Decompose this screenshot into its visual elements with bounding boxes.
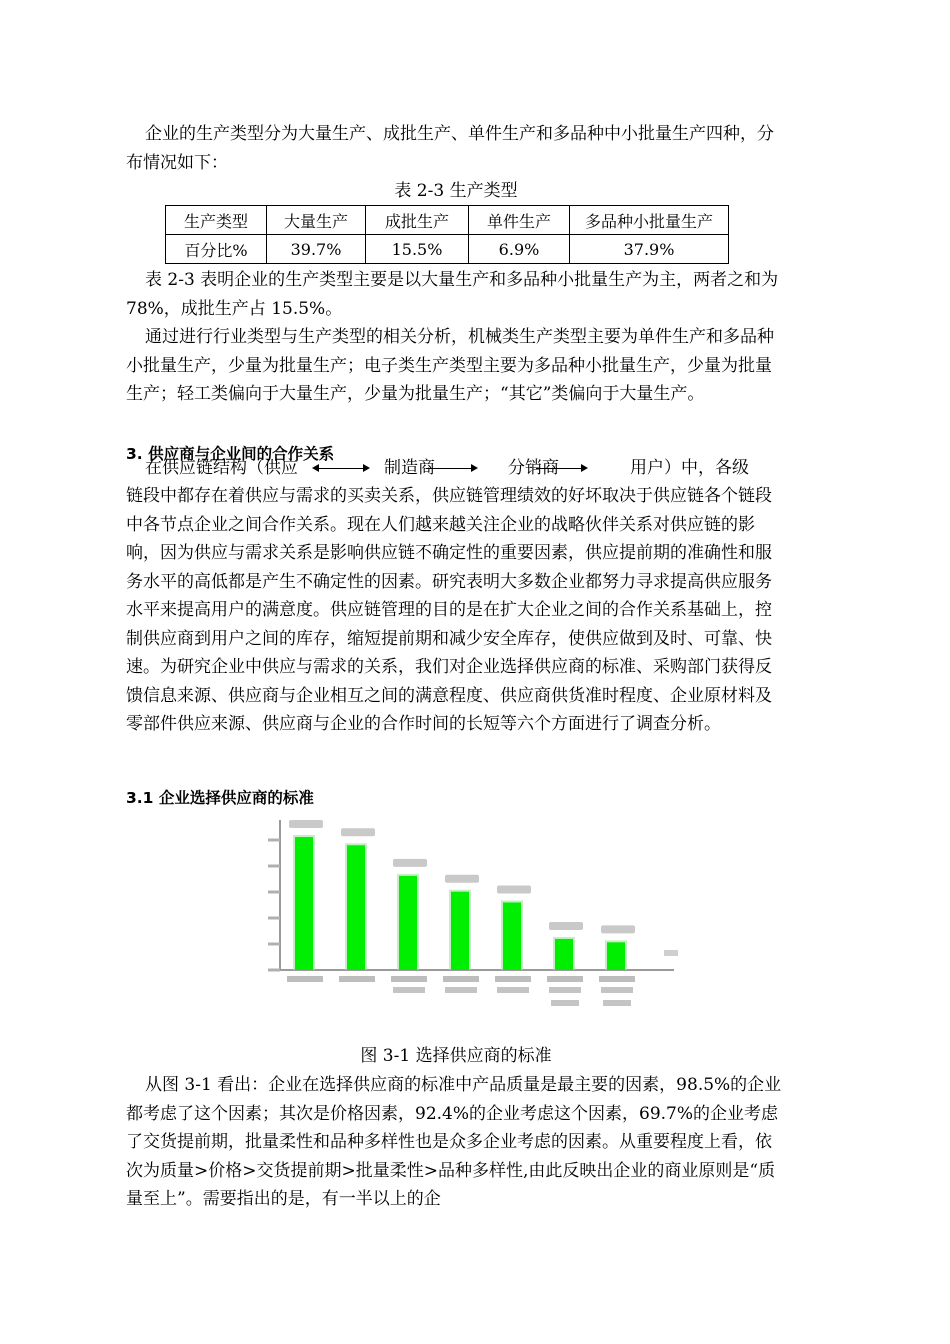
supply-chain-line — [0, 454, 950, 484]
table-header-cell: 单件生产 — [469, 206, 570, 235]
table-cell: 15.5% — [366, 235, 469, 264]
table-header-cell: 多品种小批量生产 — [570, 206, 729, 235]
bar — [555, 939, 573, 970]
supply-chain-manufacturer: 制造商 — [384, 458, 435, 478]
bar — [503, 903, 521, 971]
category-label — [551, 1000, 579, 1006]
table-header-row — [166, 206, 729, 235]
table-cell: 百分比% — [166, 235, 267, 264]
axis-unit-label — [664, 950, 678, 956]
category-label — [547, 976, 583, 982]
supply-chain-user: 用户）中，各级 — [630, 458, 749, 478]
industry-paragraph: 通过进行行业类型与生产类型的相关分析，机械类生产类型主要为单件生产和多品种小批量生产，少量为批量生产；电子类生产类型主要为多品种小批量生产，少量为批量生产；轻工类偏向于大量生产，少量为批量生产；“其它”类偏向于大量生产。 — [126, 327, 774, 404]
bar-value-label — [393, 859, 427, 867]
table-header-cell: 成批生产 — [366, 206, 469, 235]
cooperation-paragraph: 链段中都存在着供应与需求的买卖关系，供应链管理绩效的好坏取决于供应链各个链段中各节点企业之间合作关系。现在人们越来越关注企业的战略伙伴关系对供应链的影响，因为供应与需求关系是影响供应链不确定性的重要因素，供应提前期的准确性和服务水平的高低都是产生不确定性的因素。研究表明大多数企业都努力寻求提高供应服务水平来提高用户的满意度。供应链管理的目的是在扩大企业之间的合作关系基础上，控制供应商到用户之间的库存，缩短提前期和减少安全库存，使供应做到及时、可靠、快速。为研究企业中供应与需求的关系，我们对企业选择供应商的标准、采购部门获得反馈信息来源、供应商与企业相互之间的满意程度、供应商供货准时程度、企业原材料及零部件供应来源、供应商与企业的合作时间的长短等六个方面进行了调查分析。 — [126, 486, 772, 734]
bar-value-label — [289, 820, 323, 828]
category-label — [393, 987, 425, 993]
table-header-cell: 大量生产 — [267, 206, 366, 235]
supply-chain-distributor: 分销商 — [508, 458, 559, 478]
table-caption: 表 2-3 生产类型 — [394, 181, 518, 201]
bar-value-label — [601, 925, 635, 933]
bar-value-label — [341, 828, 375, 836]
bar — [607, 942, 625, 970]
category-label — [443, 976, 479, 982]
production-type-table — [165, 205, 729, 264]
bar — [295, 837, 313, 970]
conclusion-paragraph: 从图 3-1 看出：企业在选择供应商的标准中产品质量是最主要的因素，98.5%的企业都考虑了这个因素；其次是价格因素，92.4%的企业考虑这个因素，69.7%的企业考虑了交货提前期，批量柔性和品种多样性也是众多企业考虑的因素。从重要程度上看，依次为质量>价格>交货提前期>批量柔性>品种多样性,由此反映出企业的商业原则是“质量至上”。需要指出的是，有一半以上的企 — [126, 1075, 782, 1209]
table-row — [166, 235, 729, 264]
table-cell: 6.9% — [469, 235, 570, 264]
table-cell: 37.9% — [570, 235, 729, 264]
bar-value-label — [549, 922, 583, 930]
table-note-paragraph: 表 2-3 表明企业的生产类型主要是以大量生产和多品种小批量生产为主，两者之和为 78%，成批生产占 15.5%。 — [126, 270, 779, 319]
table-header-cell: 生产类型 — [166, 206, 267, 235]
section-heading-3-1: 3.1 企业选择供应商的标准 — [126, 789, 314, 807]
supplier-criteria-bar-chart — [230, 810, 705, 1025]
category-label — [391, 976, 427, 982]
section-heading-3: 3. 供应商与企业间的合作关系 — [126, 445, 335, 463]
category-label — [445, 987, 477, 993]
intro-paragraph: 企业的生产类型分为大量生产、成批生产、单件生产和多品种中小批量生产四种，分布情况如下： — [126, 124, 774, 173]
supply-chain-lead: 在供应链结构（供应 — [145, 458, 298, 478]
category-label — [495, 976, 531, 982]
category-label — [549, 987, 581, 993]
bar — [399, 876, 417, 970]
category-label — [497, 987, 529, 993]
table-cell: 39.7% — [267, 235, 366, 264]
arrow-right-icon — [426, 468, 472, 469]
category-label — [601, 987, 633, 993]
double-arrow-icon — [318, 468, 364, 469]
category-label — [603, 1000, 631, 1006]
bar — [347, 845, 365, 970]
bar-value-label — [445, 875, 479, 883]
category-label — [339, 976, 375, 982]
category-label — [599, 976, 635, 982]
category-label — [287, 976, 323, 982]
bar — [451, 892, 469, 970]
arrow-right-icon — [536, 468, 582, 469]
bar-value-label — [497, 886, 531, 894]
figure-caption: 图 3-1 选择供应商的标准 — [360, 1046, 552, 1066]
